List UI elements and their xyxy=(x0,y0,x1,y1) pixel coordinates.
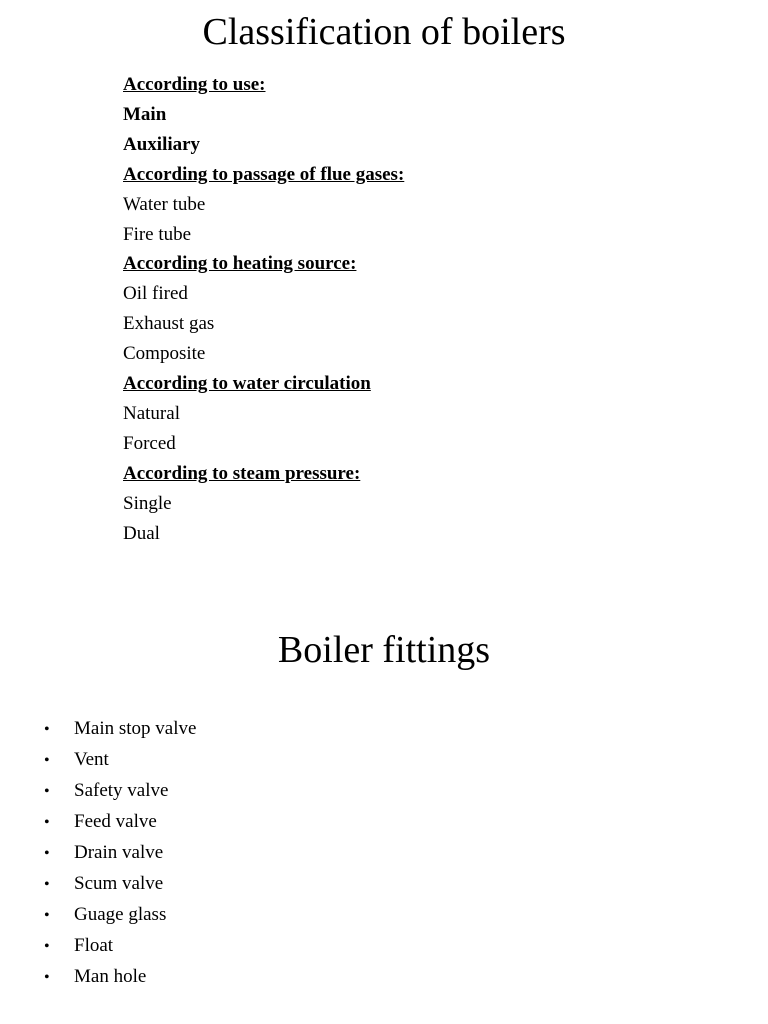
fittings-list xyxy=(40,714,196,993)
bullet-icon: • xyxy=(44,938,50,955)
list-item: Water tube xyxy=(123,193,206,215)
fitting-label: Drain valve xyxy=(74,842,164,863)
list-item xyxy=(40,962,196,993)
category-heading: According to steam pressure: xyxy=(123,462,361,484)
bullet-icon: • xyxy=(44,845,50,862)
category-heading: According to water circulation xyxy=(123,373,371,395)
bullet-icon: • xyxy=(44,783,50,800)
fitting-label: Vent xyxy=(74,749,109,770)
list-item xyxy=(40,714,196,745)
list-item xyxy=(40,838,196,869)
list-item: Forced xyxy=(123,432,176,454)
classification-list xyxy=(123,70,404,549)
category-heading: According to heating source: xyxy=(123,253,357,275)
bullet-icon: • xyxy=(44,814,50,831)
list-item xyxy=(40,776,196,807)
bullet-icon: • xyxy=(44,876,50,893)
classification-title: Classification of boilers xyxy=(202,11,566,53)
category-heading: According to use: xyxy=(123,74,266,95)
list-item xyxy=(40,900,196,931)
list-item xyxy=(40,869,196,900)
fitting-label: Float xyxy=(74,935,114,956)
list-item: Dual xyxy=(123,522,160,544)
list-item xyxy=(40,745,196,776)
fitting-label: Guage glass xyxy=(74,904,167,925)
list-item: Fire tube xyxy=(123,223,192,245)
bullet-icon: • xyxy=(44,907,50,924)
fitting-label: Man hole xyxy=(74,966,147,987)
fittings-title: Boiler fittings xyxy=(277,629,491,671)
list-item xyxy=(40,807,196,838)
bullet-icon: • xyxy=(44,721,50,738)
list-item: Exhaust gas xyxy=(123,313,215,335)
fitting-label: Scum valve xyxy=(74,873,164,894)
list-item xyxy=(40,931,196,962)
list-item: Oil fired xyxy=(123,283,188,305)
category-heading: According to passage of flue gases: xyxy=(123,163,405,185)
bullet-icon: • xyxy=(44,969,50,986)
list-item: Natural xyxy=(123,402,180,424)
list-item: Auxiliary xyxy=(123,133,201,155)
fitting-label: Feed valve xyxy=(74,811,157,832)
list-item: Composite xyxy=(123,343,206,365)
bullet-icon: • xyxy=(44,752,50,769)
list-item: Main xyxy=(123,103,167,125)
list-item: Single xyxy=(123,492,172,514)
fitting-label: Safety valve xyxy=(74,780,169,801)
fitting-label: Main stop valve xyxy=(74,718,197,739)
